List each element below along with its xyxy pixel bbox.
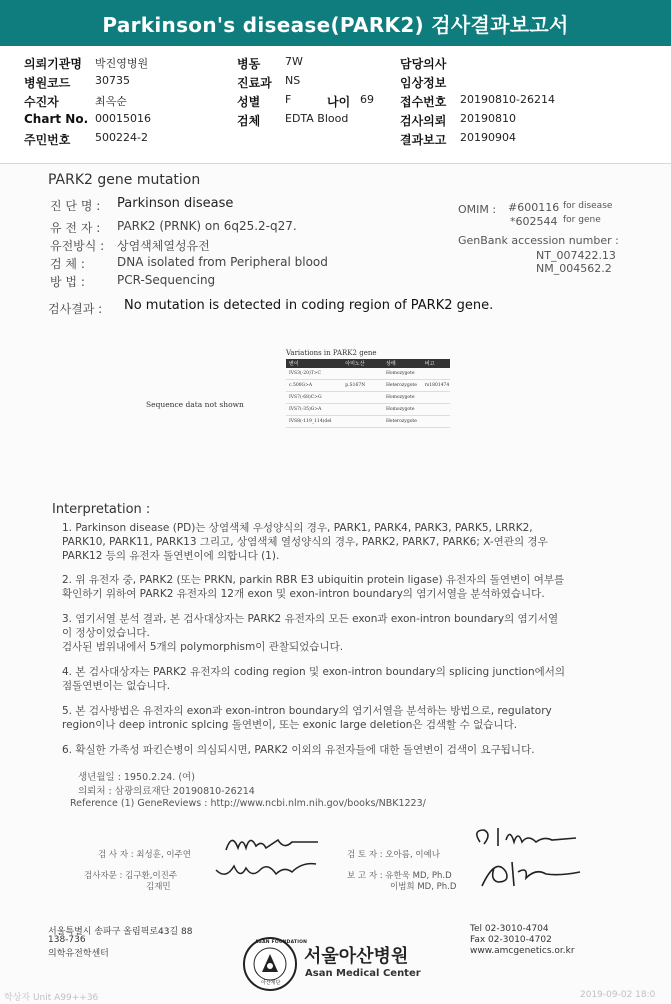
interpretation-line: 확인하기 위하여 PARK2 유전자의 12개 exon 및 exon-intron boundary의 염기서열을 분석하였습니다. <box>62 588 545 600</box>
section-title: PARK2 gene mutation <box>48 172 201 188</box>
receipt-number-label: 접수번호 <box>400 95 447 109</box>
reporter-label: 보 고 자 : 유한욱 MD, Ph.D <box>347 871 452 881</box>
address-line-2: 138-736 <box>48 935 86 945</box>
col-amino-acid: 아미노산 <box>345 361 365 367</box>
sex-label: 성별 <box>237 95 261 109</box>
requester-line: 의뢰처 : 삼광의료재단 20190810-26214 <box>78 786 255 797</box>
patient-name-value: 최옥순 <box>95 95 127 108</box>
ward-value: 7W <box>285 55 303 68</box>
resident-number-label: 주민번호 <box>24 133 71 147</box>
interpretation-line: 5. 본 검사방법은 유전자의 exon과 exon-intron boundary의 염기서열을 분석하는 방법으로, regulatory <box>62 705 552 717</box>
result-text: No mutation is detected in coding region of PARK2 gene. <box>124 298 494 313</box>
department-value: NS <box>285 74 301 87</box>
reporter-label-2: 이범희 MD, Ph.D <box>390 882 457 892</box>
resident-number-value: 500224-2 <box>95 131 148 144</box>
physician-label: 담당의사 <box>400 57 447 71</box>
clinical-info-label: 임상정보 <box>400 76 447 90</box>
ward-label: 병동 <box>237 57 261 71</box>
variations-table-header <box>286 359 450 368</box>
gene-value: PARK2 (PRNK) on 6q25.2-q27. <box>117 219 297 233</box>
omim-disease-id: #600116 <box>508 201 560 214</box>
department-label: 진료과 <box>237 76 272 90</box>
interpretation-line: 6. 확실한 가족성 파킨슨병이 의심되시면, PARK2 이외의 유전자들에 대한 돌연변이 검색이 요구됩니다. <box>62 744 535 756</box>
advisor-signature <box>212 858 322 886</box>
col-status: 상태 <box>385 361 396 367</box>
reporter-signature <box>476 852 586 890</box>
method-label: 방 법 : <box>50 275 85 289</box>
request-date-label: 검사의뢰 <box>400 114 447 128</box>
seal-text: ASAN FOUNDATION <box>255 940 308 945</box>
header-row-1 <box>0 55 671 74</box>
patient-name-label: 수진자 <box>24 95 59 109</box>
inheritance-label: 유전방식 : <box>50 239 105 253</box>
tester-label: 검 사 자 : 최성훈, 이주연 <box>98 850 191 860</box>
interpretation-line: 4. 본 검사대상자는 PARK2 유전자의 coding region 및 exon-intron boundary의 splicing junction에서의 <box>62 666 566 678</box>
interpretation-title: Interpretation : <box>52 502 151 517</box>
watermark-left: 학상자 Unit A99++36 <box>4 993 99 1003</box>
patient-info-header <box>0 46 671 164</box>
tel-line: Tel 02-3010-4704 <box>470 924 549 934</box>
gene-label: 유 전 자 : <box>50 221 101 235</box>
diagnosis-value: Parkinson disease <box>117 196 234 211</box>
website: www.amcgenetics.or.kr <box>470 946 575 956</box>
interpretation-line: 2. 위 유전자 중, PARK2 (또는 PRKN, parkin RBR E3 ubiquitin protein ligase) 유전자의 돌연변이 여부를 <box>62 574 565 586</box>
table-row: IVS3(-20)T>C Homozygote <box>286 368 450 380</box>
interpretation-line: 검사된 범위내에서 5개의 polymorphism이 관찰되었습니다. <box>62 641 344 653</box>
watermark-right: 2019-09-02 18:0 <box>580 990 656 1000</box>
hospital-code-value: 30735 <box>95 74 130 87</box>
sequence-note: Sequence data not shown <box>146 400 244 409</box>
table-row: IVS7(-68)C>G Homozygote <box>286 392 450 404</box>
receipt-number-value: 20190810-26214 <box>460 93 555 106</box>
chart-no-label: Chart No. <box>24 112 89 126</box>
genbank-accession-1: NT_007422.13 <box>536 249 616 262</box>
sex-value: F <box>285 93 292 106</box>
table-row: IVS8(-119_114)del Heterozygote <box>286 416 450 428</box>
report-title-banner <box>0 0 671 46</box>
table-row: IVS7(-35)G>A Homozygote <box>286 404 450 416</box>
header-row-4 <box>0 112 671 131</box>
address-line-1: 서울특별시 송파구 올림픽로43길 88 <box>48 927 193 937</box>
variations-table <box>286 349 450 428</box>
scanned-report <box>0 164 671 1004</box>
report-date-label: 결과보고 <box>400 133 447 147</box>
interpretation-line: PARK10, PARK11, PARK13 그리고, 상염색체 열성양식의 경우, PARK2, PARK7, PARK6; X-연관의 경우 <box>62 536 548 548</box>
interpretation-line: 이 정상이었습니다. <box>62 627 150 639</box>
genbank-accession-2: NM_004562.2 <box>536 262 612 275</box>
interpretation-line: 점돌연변이는 없습니다. <box>62 680 171 692</box>
hospital-name-value: 박진영병원 <box>95 57 149 70</box>
tester-signature <box>222 830 322 860</box>
report-title: Parkinson's disease(PARK2) 검사결과보고서 <box>102 12 569 37</box>
interpretation-line: 1. Parkinson disease (PD)는 상염색체 우성양식의 경우, PARK1, PARK4, PARK3, PARK5, LRRK2, <box>62 522 533 534</box>
request-date-value: 20190810 <box>460 112 516 125</box>
header-row-3 <box>0 93 671 112</box>
header-row-5 <box>0 131 671 150</box>
specimen-info-value: DNA isolated from Peripheral blood <box>117 255 328 269</box>
diagnosis-label: 진 단 명 : <box>50 199 101 213</box>
hospital-name-korean: 서울아산병원 <box>304 946 409 967</box>
col-note: 비고 <box>424 361 435 367</box>
reference-line: Reference (1) GeneReviews : http://www.ncbi.nlm.nih.gov/books/NBK1223/ <box>70 798 426 809</box>
variations-table-title: Variations in PARK2 gene <box>286 349 377 357</box>
seal-sub-text: 아산재단 <box>261 980 281 986</box>
hospital-code-label: 병원코드 <box>24 76 71 90</box>
age-label: 나이 <box>327 95 351 109</box>
omim-gene-id: *602544 <box>510 215 558 228</box>
omim-label: OMIM : <box>458 203 497 216</box>
birth-date-line: 생년월일 : 1950.2.24. (여) <box>78 772 195 783</box>
advisor-label: 검사자문 : 김구환,이진주 <box>84 871 178 881</box>
report-date-value: 20190904 <box>460 131 516 144</box>
omim-gene-note: for gene <box>563 215 601 225</box>
interpretation-line: region이나 deep intronic splcing 돌연변이, 또는 exonic large deletion은 검색할 수 없습니다. <box>62 719 518 731</box>
hospital-name-label: 의뢰기관명 <box>24 57 82 71</box>
age-value: 69 <box>360 93 374 106</box>
col-variant: 변이 <box>289 361 299 367</box>
interpretation-line: 3. 염기서열 분석 결과, 본 검사대상자는 PARK2 유전자의 모든 exon과 exon-intron boundary의 염기서열 <box>62 613 559 625</box>
hospital-name-english: Asan Medical Center <box>305 968 421 979</box>
genbank-label: GenBank accession number : <box>458 234 619 247</box>
specimen-label: 검체 <box>237 114 261 128</box>
result-label: 검사결과 : <box>48 302 103 316</box>
inheritance-value: 상염색체열성유전 <box>117 239 210 253</box>
fax-line: Fax 02-3010-4702 <box>470 935 552 945</box>
method-value: PCR-Sequencing <box>117 273 216 287</box>
omim-disease-note: for disease <box>563 201 613 211</box>
reviewer-label: 검 토 자 : 오아름, 이예나 <box>347 850 440 860</box>
table-row: c.500G>A p.S167N Heterozygote rs1801474 <box>286 380 450 392</box>
chart-no-value: 00015016 <box>95 112 151 125</box>
interpretation-line: PARK12 등의 유전자 돌연변이에 의합니다 (1). <box>62 550 280 562</box>
address-line-3: 의학유전학센터 <box>48 949 109 959</box>
header-row-2 <box>0 74 671 93</box>
specimen-value: EDTA Blood <box>285 112 349 125</box>
advisor-label-2: 김재민 <box>146 882 171 892</box>
specimen-info-label: 검 체 : <box>50 257 85 271</box>
